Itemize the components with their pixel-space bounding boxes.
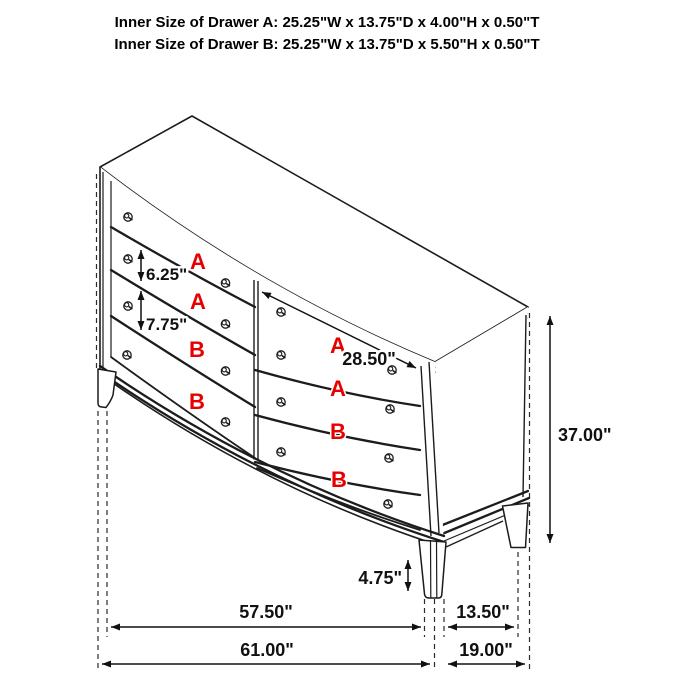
drawer-a-height-value: 6.25" [146, 265, 188, 284]
dimension-overall-width [102, 640, 430, 664]
leg-height-value: 4.75" [358, 568, 402, 588]
dresser-drawing [97, 116, 530, 598]
side-depth-value: 13.50" [456, 602, 510, 622]
dimension-overall-height [550, 316, 612, 543]
drawer-b-inner-size-title: Inner Size of Drawer B: 25.25"W x 13.75"D x 5.50"H x 0.50"T [114, 36, 540, 53]
dimension-leg-height [358, 560, 408, 591]
drawer-row-width-value: 28.50" [342, 349, 396, 369]
left-drawer-1-label: A [190, 249, 206, 274]
left-drawer-3-label: B [189, 337, 205, 362]
left-drawer-4-label: B [189, 389, 205, 414]
right-drawer-1-label: A [330, 333, 346, 358]
front-width-value: 57.50" [239, 602, 293, 622]
overall-width-value: 61.00" [240, 640, 294, 660]
diagram-title [114, 14, 539, 53]
dimension-side-depth [448, 602, 514, 627]
drawer-b-height-value: 7.75" [146, 315, 188, 334]
left-drawer-2-label: A [190, 289, 206, 314]
right-drawer-2-label: A [330, 376, 346, 401]
dimension-overall-depth [448, 640, 525, 664]
back-right-leg [503, 503, 529, 548]
front-left-leg [98, 369, 116, 408]
right-drawer-3-label: B [330, 419, 346, 444]
overall-height-value: 37.00" [558, 425, 612, 445]
drawer-a-inner-size-title: Inner Size of Drawer A: 25.25"W x 13.75"D x 4.00"H x 0.50"T [114, 14, 540, 31]
overall-depth-value: 19.00" [459, 640, 513, 660]
right-drawer-4-label: B [331, 467, 347, 492]
front-right-leg [419, 540, 446, 598]
dimension-front-width [111, 602, 421, 627]
